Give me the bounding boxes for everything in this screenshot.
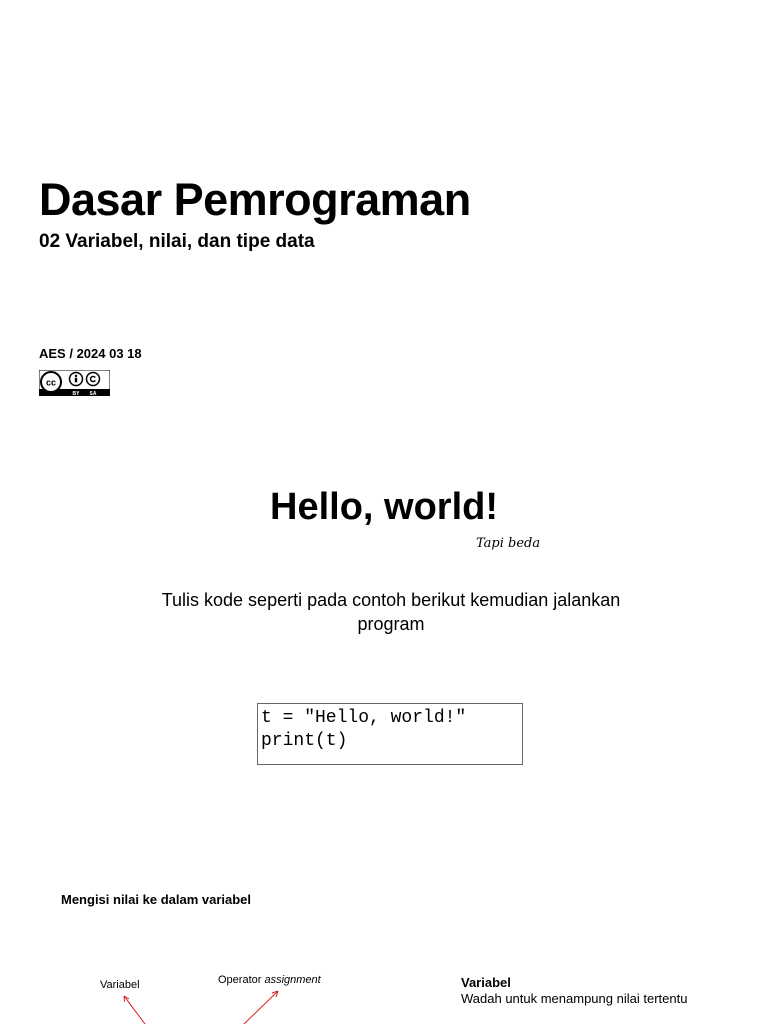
instruction-text: Tulis kode seperti pada contoh berikut kemudian jalankan program <box>161 590 621 634</box>
cc-license-badge <box>39 370 110 396</box>
definition-term: Variabel <box>461 975 511 990</box>
page-title: Dasar Pemrograman <box>39 174 471 225</box>
operator-arrow <box>244 991 278 1024</box>
license-label-sa: SA <box>89 391 97 396</box>
variable-label: Variabel <box>100 979 140 991</box>
definition-text: Wadah untuk menampung nilai tertentu <box>461 991 688 1006</box>
code-line: t = "Hello, world!" <box>261 708 467 728</box>
operator-label-emphasis: assignment <box>264 974 321 986</box>
svg-text:cc: cc <box>45 377 57 388</box>
code-line: print(t) <box>261 731 348 751</box>
section-heading: Mengisi nilai ke dalam variabel <box>61 892 252 907</box>
handwritten-note: Tapi beda <box>476 536 541 551</box>
author-date: AES / 2024 03 18 <box>39 346 142 361</box>
variable-arrow <box>124 996 145 1024</box>
by-icon <box>70 373 83 386</box>
license-label-by: BY <box>72 391 80 396</box>
operator-label-prefix: Operator <box>218 974 265 986</box>
page-subtitle: 02 Variabel, nilai, dan tipe data <box>39 231 315 252</box>
hello-heading: Hello, world! <box>270 486 498 528</box>
cc-icon <box>41 372 61 392</box>
variable-arrowhead <box>124 996 129 1002</box>
sa-icon <box>87 373 100 386</box>
code-block <box>257 703 523 765</box>
operator-arrowhead <box>272 991 278 997</box>
operator-label <box>218 974 321 986</box>
